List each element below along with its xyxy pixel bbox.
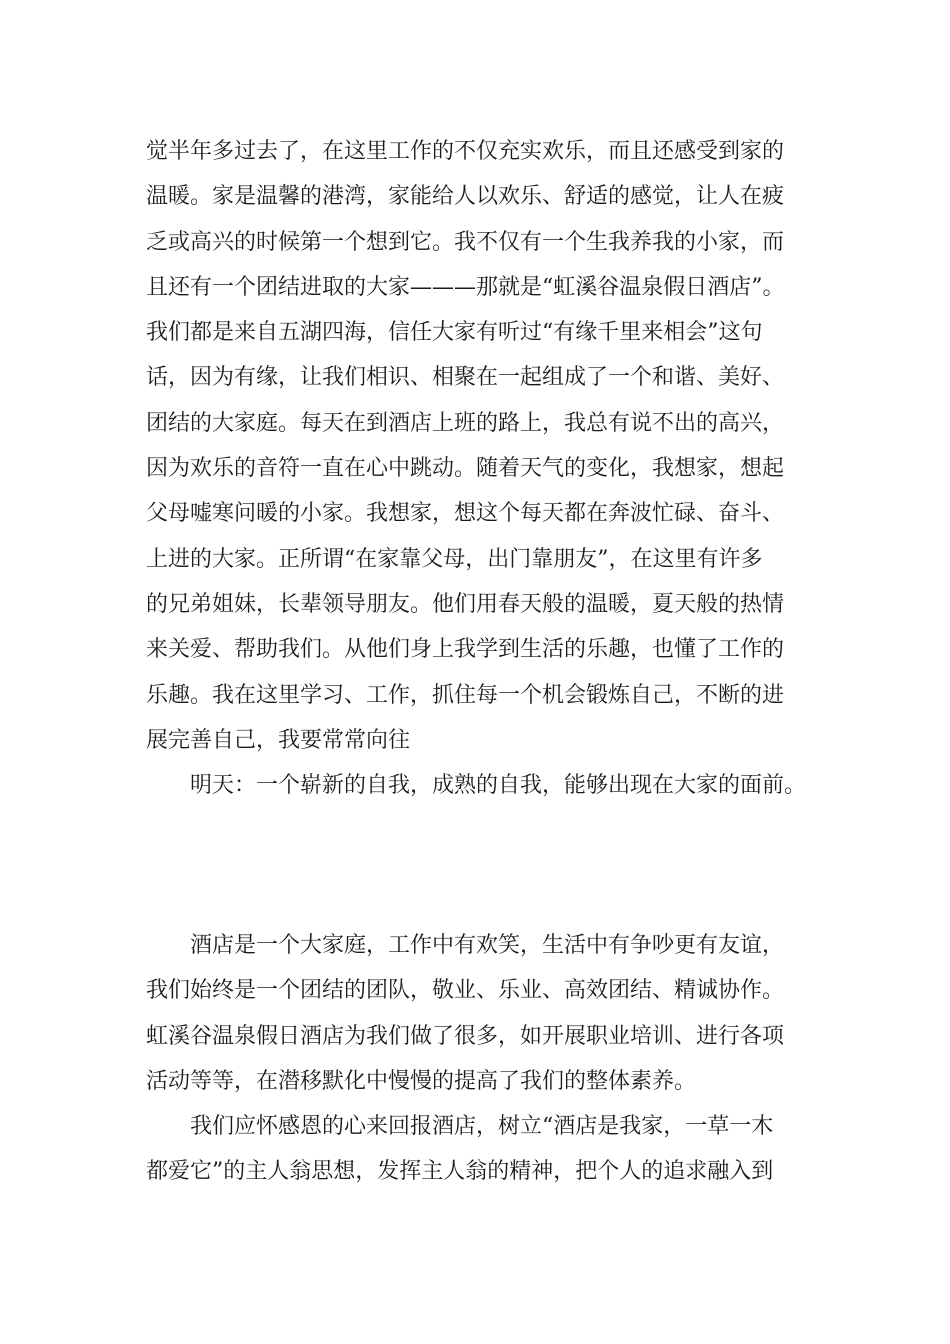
paragraph-4 (146, 1104, 811, 1195)
text-line: 酒店是一个大家庭，工作中有欢笑，生活中有争吵更有友谊， (190, 933, 785, 958)
text-line: 觉半年多过去了，在这里工作的不仅充实欢乐，而且还感受到家的 (146, 139, 785, 164)
text-line: 乏或高兴的时候第一个想到它。我不仅有一个生我养我的小家，而 (146, 229, 785, 255)
text-line: 上进的大家。正所谓“在家靠父母，出门靠朋友”，在这里有许多 (146, 546, 763, 572)
paragraph-2 (146, 763, 811, 808)
text-line: 都爱它”的主人翁思想，发挥主人翁的精神，把个人的追求融入到 (146, 1159, 774, 1185)
text-line: 的兄弟姐妹，长辈领导朋友。他们用春天般的温暖，夏天般的热情 (146, 591, 785, 617)
text-line: 明天：一个崭新的自我，成熟的自我，能够出现在大家的面前。 (190, 773, 807, 799)
text-line: 虹溪谷温泉假日酒店为我们做了很多，如开展职业培训、进行各项 (146, 1023, 785, 1049)
text-line: 且还有一个团结进取的大家———那就是“虹溪谷温泉假日酒店”。 (146, 274, 785, 300)
text-line: 温暖。家是温馨的港湾，家能给人以欢乐、舒适的感觉，让人在疲 (146, 184, 785, 210)
text-line: 话，因为有缘，让我们相识、相聚在一起组成了一个和谐、美好、 (146, 365, 785, 391)
text-line: 我们始终是一个团结的团队，敬业、乐业、高效团结、精诚协作。 (146, 978, 785, 1004)
text-line: 因为欢乐的音符一直在心中跳动。随着天气的变化，我想家，想起 (146, 456, 785, 482)
text-line: 乐趣。我在这里学习、工作，抓住每一个机会锻炼自己，不断的进 (146, 682, 785, 708)
text-line: 我们都是来自五湖四海，信任大家有听过“有缘千里来相会”这句 (146, 320, 763, 346)
text-block-upper (146, 129, 811, 808)
text-line: 我们应怀感恩的心来回报酒店，树立“酒店是我家，一草一木 (190, 1114, 774, 1140)
text-line: 活动等等，在潜移默化中慢慢的提高了我们的整体素养。 (146, 1068, 697, 1094)
text-line: 父母嘘寒问暖的小家。我想家，想这个每天都在奔波忙碌、奋斗、 (146, 501, 785, 527)
text-line: 展完善自己，我要常常向往 (146, 727, 411, 753)
paragraph-1 (146, 129, 811, 763)
paragraph-3 (146, 923, 811, 1104)
text-block-lower (146, 923, 811, 1195)
text-line: 团结的大家庭。每天在到酒店上班的路上，我总有说不出的高兴， (146, 410, 785, 436)
text-line: 来关爱、帮助我们。从他们身上我学到生活的乐趣，也懂了工作的 (146, 637, 785, 663)
